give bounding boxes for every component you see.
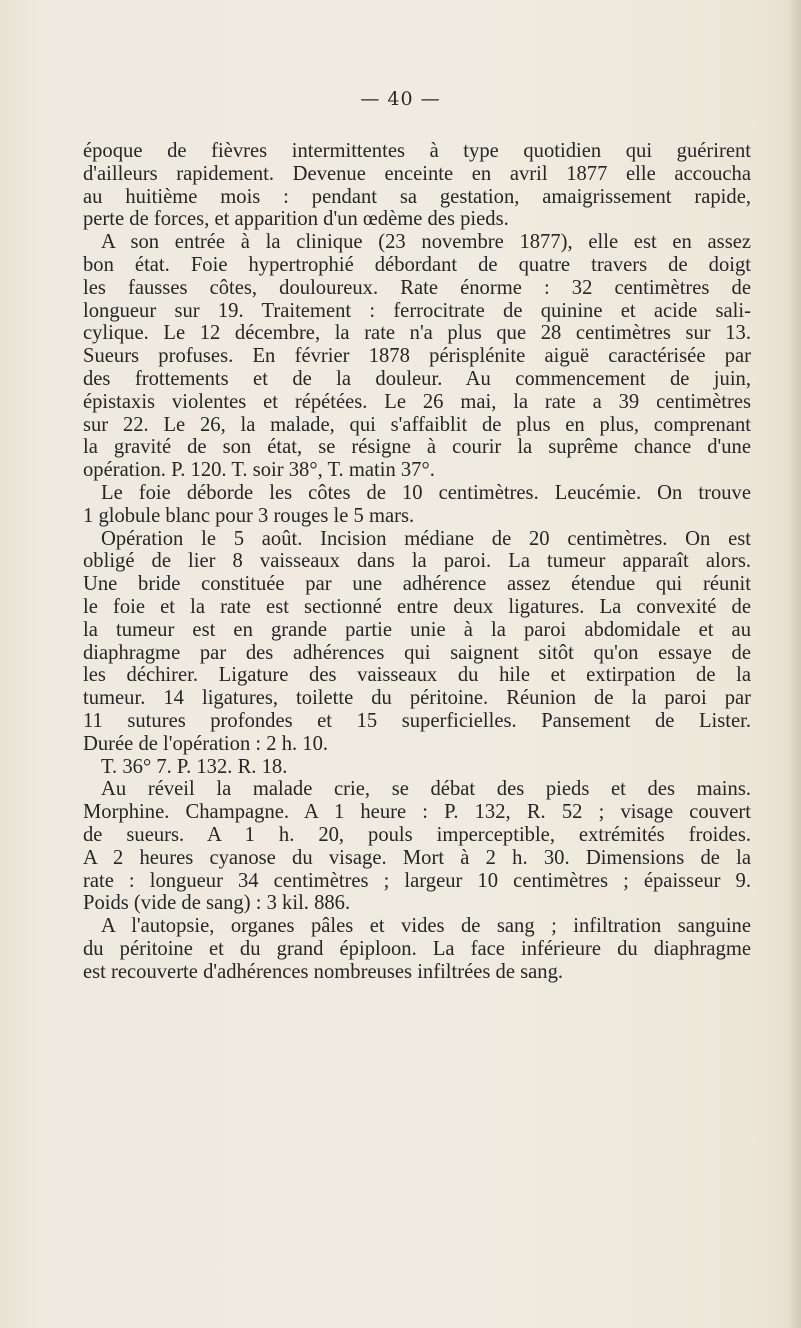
text-line: A 2 heures cyanose du visage. Mort à 2 h. 30. Dimensions de la [83,846,751,869]
text-line: les déchirer. Ligature des vaisseaux du hile et extirpation de la [83,664,751,687]
text-line: le foie et la rate est sectionné entre deux ligatures. La convexité de [83,595,751,618]
text-line: d'ailleurs rapidement. Devenue enceinte en avril 1877 elle accoucha [83,162,751,185]
text-line: épistaxis violentes et répétées. Le 26 mai, la rate a 39 centimètres [83,390,751,413]
text-line: du péritoine et du grand épiploon. La face inférieure du diaphragme [83,937,751,960]
text-line: tumeur. 14 ligatures, toilette du péritoine. Réunion de la paroi par [83,687,751,710]
text-line: rate : longueur 34 centimètres ; largeur 10 centimètres ; épaisseur 9. [83,869,751,892]
page-number: — 40 — [360,88,441,110]
page-edge-shadow [787,0,801,1328]
text-line: de sueurs. A 1 h. 20, pouls imperceptible, extrémités froides. [83,823,751,846]
text-line: la tumeur est en grande partie unie à la paroi abdomidale et au [83,618,751,641]
text-line: longueur sur 19. Traitement : ferrocitrate de quinine et acide sali- [83,299,751,322]
text-line: Opération le 5 août. Incision médiane de 20 centimètres. On est [101,527,751,550]
text-line: T. 36° 7. P. 132. R. 18. [101,755,288,778]
text-line: époque de fièvres intermittentes à type quotidien qui guérirent [83,140,751,162]
text-line: au huitième mois : pendant sa gestation, amaigrissement rapide, [83,185,751,208]
body-text [83,140,751,983]
text-line: est recouverte d'adhérences nombreuses infiltrées de sang. [83,960,564,983]
text-line: des frottements et de la douleur. Au commencement de juin, [83,367,751,390]
text-line: A son entrée à la clinique (23 novembre 1877), elle est en assez [101,231,751,254]
text-line: A l'autopsie, organes pâles et vides de sang ; infiltration sanguine [101,915,751,938]
text-line: sur 22. Le 26, la malade, qui s'affaiblit de plus en plus, comprenant [83,413,751,436]
text-line: diaphragme par des adhérences qui saignent sitôt qu'on essaye de [83,641,751,664]
text-line: perte de forces, et apparition d'un œdème des pieds. [83,208,509,231]
text-line: Sueurs profuses. En février 1878 périsplénite aiguë caractérisée par [83,345,751,368]
text-line: obligé de lier 8 vaisseaux dans la paroi. La tumeur apparaît alors. [83,550,751,573]
text-line: Le foie déborde les côtes de 10 centimètres. Leucémie. On trouve [101,481,751,504]
text-line: cylique. Le 12 décembre, la rate n'a plus que 28 centimètres sur 13. [83,322,751,345]
text-line: opération. P. 120. T. soir 38°, T. matin 37°. [83,459,435,482]
text-line: Une bride constituée par une adhérence assez étendue qui réunit [83,573,751,596]
text-line: Morphine. Champagne. A 1 heure : P. 132, R. 52 ; visage couvert [83,801,751,824]
text-line: bon état. Foie hypertrophié débordant de quatre travers de doigt [83,253,751,276]
text-line: la gravité de son état, se résigne à courir la suprême chance d'une [83,436,751,459]
text-line: 1 globule blanc pour 3 rouges le 5 mars. [83,504,415,527]
text-line: les fausses côtes, douloureux. Rate énorme : 32 centimètres de [83,276,751,299]
text-line: Au réveil la malade crie, se débat des pieds et des mains. [101,778,751,801]
text-line: Durée de l'opération : 2 h. 10. [83,732,329,755]
text-line: 11 sutures profondes et 15 superficielles. Pansement de Lister. [83,709,751,732]
text-line: Poids (vide de sang) : 3 kil. 886. [83,892,351,915]
